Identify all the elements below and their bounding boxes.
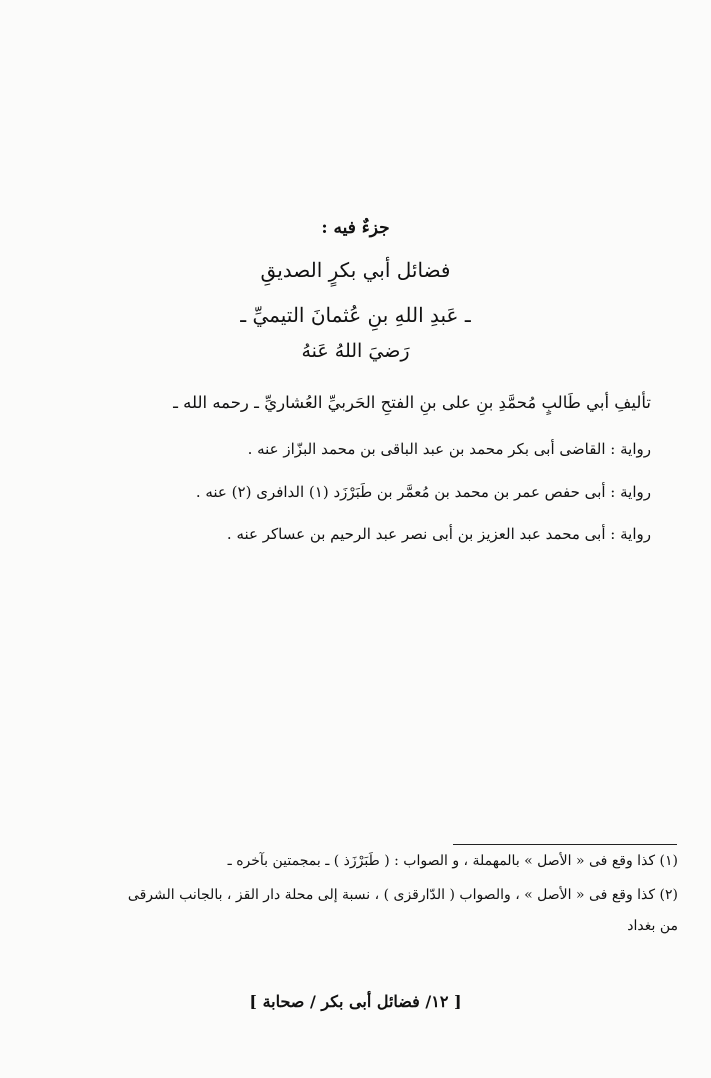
title-heading: جزءٌ فيه : — [321, 218, 390, 238]
footnote-2-continuation: من بغداد — [627, 918, 678, 934]
page-reference: [ ١٢/ فضائل أبى بكر / صحابة ] — [249, 992, 462, 1011]
author-line: تأليفِ أبي طَالبٍ مُحمَّدِ بنِ على بنِ الفتحِ الحَربيِّ العُشاريِّ ـ رحمه الله ـ — [173, 393, 651, 412]
footnote-1: (١) كذا وقع فى « الأصل » بالمهملة ، و الصواب : ( طَبَرْزَذ ) ـ بمجمتين بآخره ـ — [227, 853, 678, 869]
title-name: ـ عَبدِ اللهِ بنِ عُثمانَ التيميِّ ـ — [240, 303, 471, 327]
footnote-separator — [453, 844, 677, 845]
title-subject: فضائل أبي بكرٍ الصديقِ — [260, 258, 451, 282]
narration-line-1: رواية : القاضى أبى بكر محمد بن عبد الباقى بن محمد البزّاز عنه . — [247, 440, 651, 458]
title-blessing: رَضيَ اللهُ عَنهُ — [301, 340, 410, 362]
narration-line-3: رواية : أبى محمد عبد العزيز بن أبى نصر عبد الرحيم بن عساكر عنه . — [226, 525, 651, 543]
footnote-2: (٢) كذا وقع فى « الأصل » ، والصواب ( الدّارقزى ) ، نسبة إلى محلة دار القز ، بالجانب الشرقى — [127, 887, 678, 903]
narration-line-2: رواية : أبى حفص عمر بن محمد بن مُعمَّر بن طَبَرْزَد (١) الدافرى (٢) عنه . — [195, 483, 651, 501]
